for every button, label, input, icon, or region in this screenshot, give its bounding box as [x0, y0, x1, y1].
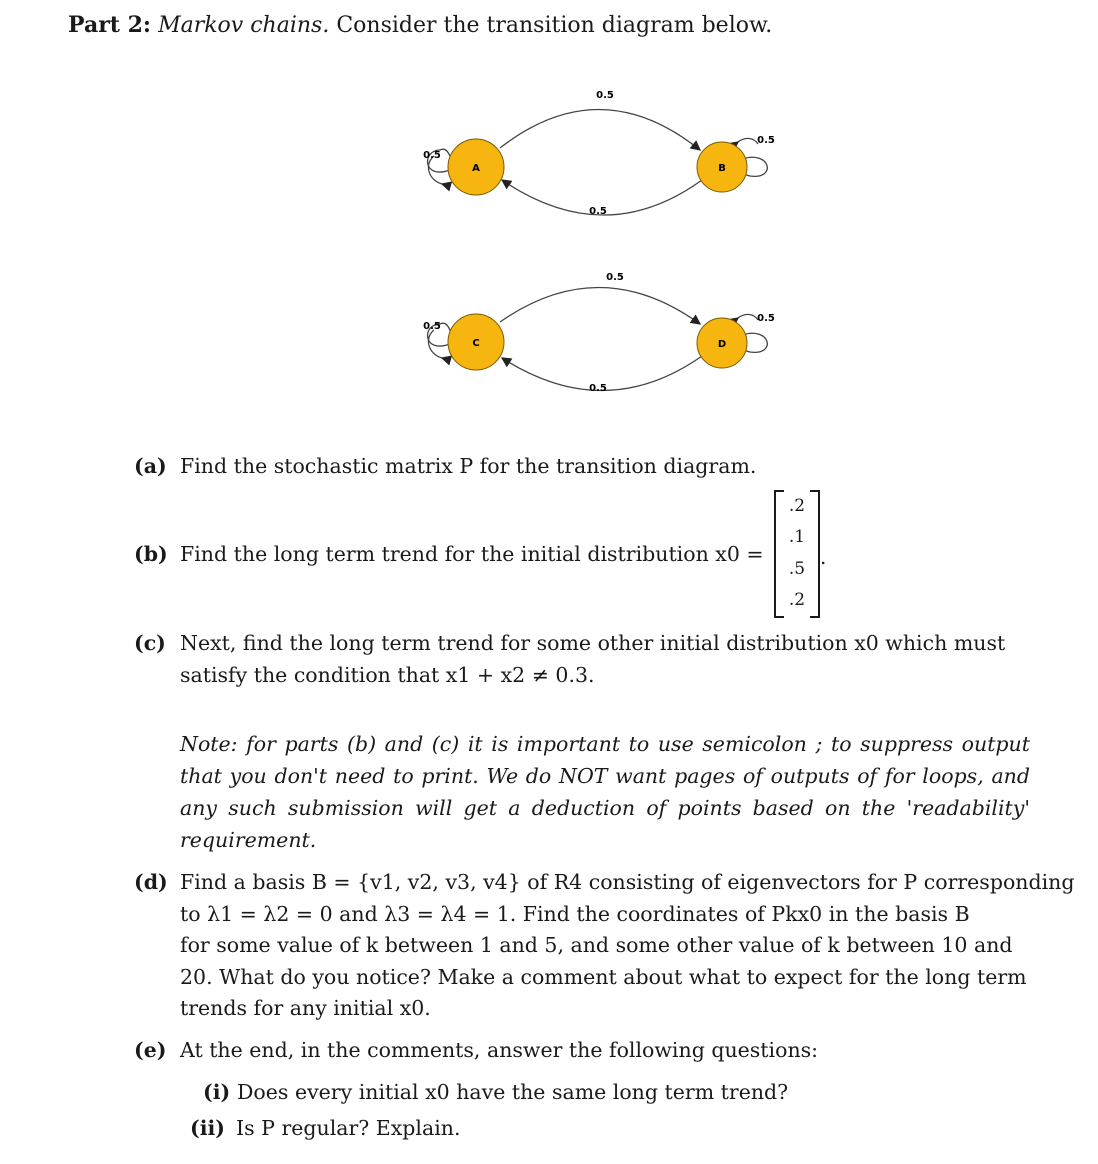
question-b-text: Find the long term trend for the initial distribution x0 = [180, 542, 764, 566]
node-b-label: B [718, 163, 726, 174]
edge-a-to-b [500, 109, 700, 150]
edge-label-a-to-b: 0.5 [596, 90, 614, 101]
question-e-i-label: (i) [203, 1080, 231, 1104]
edge-label-a-self: 0.5 [423, 150, 441, 161]
intro-text: Consider the transition diagram below. [336, 13, 773, 38]
question-c [0, 627, 1098, 697]
question-a-text: Find the stochastic matrix P for the transition diagram. [180, 454, 757, 478]
vector-entry: .1 [788, 527, 806, 547]
edge-c-self-head [428, 330, 442, 358]
question-c-line1: Next, find the long term trend for some other initial distribution x0 which must [180, 631, 1006, 655]
vector-entry: .2 [788, 496, 806, 516]
edge-label-b-to-a: 0.5 [589, 206, 607, 217]
note-paragraph: Note: for parts (b) and (c) it is important to use semicolon ; to suppress output that you don't need to print. We do NOT want pages of outputs of for loops, and any such submission will get a deduction of points based on the 'readability' requirement. [180, 732, 1030, 852]
question-d [0, 866, 1098, 1026]
question-a [0, 450, 1098, 482]
question-d-label: (d) [134, 870, 168, 894]
question-e-i-text: Does every initial x0 have the same long term trend? [237, 1080, 789, 1104]
topic-title: Markov chains. [158, 13, 330, 38]
vector-entry: .2 [788, 590, 806, 610]
question-b-label: (b) [134, 542, 168, 566]
node-c-label: C [472, 338, 480, 349]
question-a-label: (a) [134, 454, 167, 478]
question-e-ii-text: Is P regular? Explain. [236, 1116, 461, 1140]
question-d-line2: to λ1 = λ2 = 0 and λ3 = λ4 = 1. Find the coordinates of Pkx0 in the basis B [180, 902, 970, 926]
question-b [0, 538, 1098, 570]
edge-d-self-head [738, 314, 758, 320]
question-e [0, 1034, 1098, 1144]
question-d-line3: for some value of k between 1 and 5, and some other value of k between 10 and [180, 933, 1013, 957]
edge-label-c-to-d: 0.5 [606, 272, 624, 283]
question-e-label: (e) [134, 1038, 167, 1062]
edge-label-b-self: 0.5 [757, 135, 775, 146]
edge-b-self-head [738, 138, 758, 144]
question-e-text: At the end, in the comments, answer the following questions: [180, 1038, 819, 1062]
vector-entry: .5 [788, 559, 806, 579]
question-d-line1: Find a basis B = {v1, v2, v3, v4} of R4 consisting of eigenvectors for P corresponding [180, 870, 1075, 894]
page-title [68, 12, 772, 38]
question-d-line5: trends for any initial x0. [180, 996, 431, 1020]
edge-label-c-self: 0.5 [423, 321, 441, 332]
initial-distribution-vector [774, 490, 820, 618]
node-a-label: A [472, 163, 480, 174]
edge-label-d-to-c: 0.5 [589, 383, 607, 394]
question-d-line4: 20. What do you notice? Make a comment about what to expect for the long term [180, 965, 1027, 989]
edge-c-to-d [500, 287, 700, 324]
part-label: Part 2: [68, 12, 152, 38]
vector-period: . [820, 545, 827, 569]
question-e-ii-label: (ii) [190, 1116, 225, 1140]
question-c-label: (c) [134, 631, 166, 655]
question-c-line2: satisfy the condition that x1 + x2 ≠ 0.3. [180, 663, 595, 687]
transition-diagram [410, 80, 810, 400]
node-d-label: D [717, 339, 727, 350]
edge-label-d-self: 0.5 [757, 313, 775, 324]
